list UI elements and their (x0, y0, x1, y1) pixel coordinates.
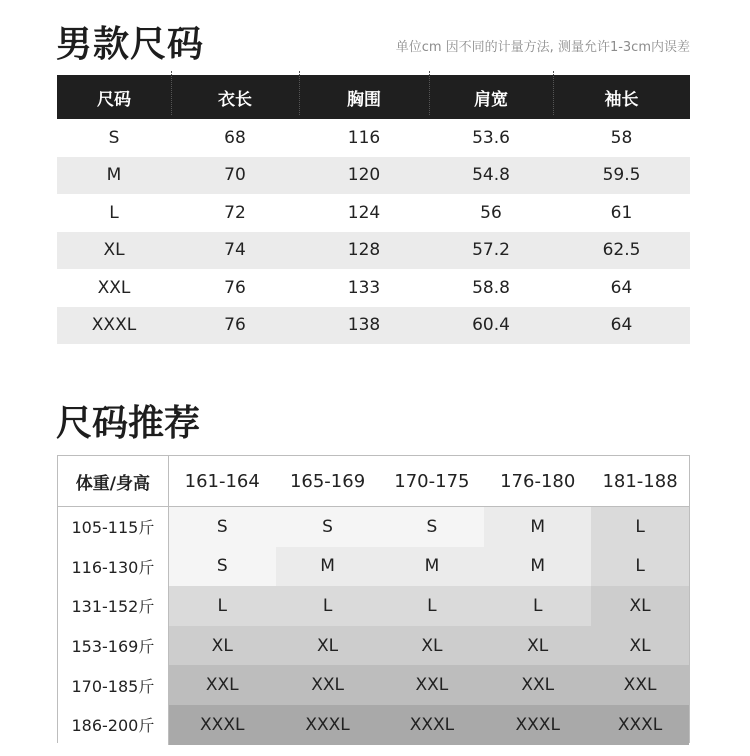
table-row (58, 586, 689, 626)
size-recommendation: M (379, 547, 484, 587)
size-recommendation: XXL (169, 665, 276, 705)
size-recommendation: M (484, 547, 591, 587)
shoulder-cell: 57.2 (472, 240, 510, 261)
size-recommendation: M (484, 507, 591, 547)
table-row (58, 626, 689, 666)
table-row (57, 269, 690, 307)
weight-label: 186-200斤 (58, 705, 169, 745)
height-header: 170-175 (394, 470, 470, 492)
size-recommendation: L (276, 586, 380, 626)
length-cell: 70 (224, 165, 246, 186)
weight-label: 170-185斤 (58, 665, 169, 705)
size-recommendation: XL (276, 626, 380, 666)
size-recommendation: S (169, 507, 276, 547)
shoulder-cell: 60.4 (472, 315, 510, 336)
size-recommendation: S (379, 507, 484, 547)
table-row (57, 119, 690, 157)
size-table (57, 75, 690, 344)
chest-cell: 138 (347, 315, 381, 336)
length-cell: 72 (224, 202, 246, 223)
chest-cell: 124 (347, 202, 381, 223)
table-row (57, 232, 690, 270)
length-cell: 68 (224, 127, 246, 148)
size-recommendation: S (276, 507, 380, 547)
size-recommendation: XXXL (276, 705, 380, 745)
chest-cell: 116 (347, 127, 381, 148)
size-cell: L (109, 202, 119, 223)
table-row (58, 547, 689, 587)
length-cell: 74 (224, 240, 246, 261)
shoulder-cell: 58.8 (472, 277, 510, 298)
chest-cell: 133 (347, 277, 381, 298)
table-row (57, 307, 690, 345)
height-header: 176-180 (500, 470, 576, 492)
size-recommendation: M (276, 547, 380, 587)
size-recommendation: XXL (276, 665, 380, 705)
size-recommendation: L (484, 586, 591, 626)
height-header: 181-188 (602, 470, 678, 492)
sleeve-cell: 64 (610, 277, 633, 298)
size-recommendation: XXL (591, 665, 689, 705)
chest-cell: 128 (347, 240, 381, 261)
size-chart-title: 男款尺码 (56, 24, 205, 65)
shoulder-cell: 56 (480, 202, 502, 223)
size-cell: XL (103, 240, 125, 261)
recommend-header (58, 456, 689, 507)
size-recommendation: L (591, 507, 689, 547)
table-row (58, 507, 689, 547)
size-recommendation: XL (484, 626, 591, 666)
header-length: 衣长 (171, 85, 299, 110)
sleeve-cell: 62.5 (602, 240, 641, 261)
recommend-title: 尺码推荐 (56, 403, 201, 444)
shoulder-cell: 54.8 (472, 165, 510, 186)
weight-label: 153-169斤 (58, 626, 169, 666)
table-row (57, 157, 690, 195)
table-row (58, 705, 689, 745)
size-recommendation: XXL (379, 665, 484, 705)
length-cell: 76 (224, 277, 246, 298)
header-size: 尺码 (97, 89, 131, 110)
header-chest: 胸围 (299, 85, 429, 110)
size-recommendation: L (591, 547, 689, 587)
sleeve-cell: 64 (610, 315, 633, 336)
length-cell: 76 (224, 315, 246, 336)
size-cell: S (108, 127, 120, 148)
shoulder-cell: 53.6 (472, 127, 510, 148)
header-sleeve: 袖长 (553, 85, 690, 110)
size-cell: XXXL (91, 315, 137, 336)
sleeve-cell: 61 (610, 202, 633, 223)
size-recommendation: XL (591, 586, 689, 626)
size-recommendation: XXXL (484, 705, 591, 745)
size-recommendation: XL (169, 626, 276, 666)
size-cell: XXL (97, 277, 131, 298)
size-recommendation: L (379, 586, 484, 626)
recommend-table (57, 455, 690, 743)
size-recommendation: XL (591, 626, 689, 666)
size-cell: M (106, 165, 122, 186)
chest-cell: 120 (347, 165, 381, 186)
height-header: 161-164 (184, 470, 260, 492)
table-row (57, 194, 690, 232)
table-row (58, 665, 689, 705)
sleeve-cell: 59.5 (602, 165, 641, 186)
weight-label: 131-152斤 (58, 586, 169, 626)
size-recommendation: L (169, 586, 276, 626)
size-recommendation: XL (379, 626, 484, 666)
height-header: 165-169 (289, 470, 366, 492)
size-recommendation: S (169, 547, 276, 587)
weight-label: 105-115斤 (58, 507, 169, 547)
size-table-header (57, 75, 690, 119)
size-recommendation: XXXL (169, 705, 276, 745)
size-recommendation: XXXL (379, 705, 484, 745)
header-shoulder: 肩宽 (429, 85, 553, 110)
size-recommendation: XXL (484, 665, 591, 705)
size-recommendation: XXXL (591, 705, 689, 745)
corner-label: 体重/身高 (58, 456, 169, 506)
weight-label: 116-130斤 (58, 547, 169, 587)
measurement-note: 单位cm 因不同的计量方法, 测量允许1-3cm内误差 (395, 40, 690, 55)
sleeve-cell: 58 (610, 127, 633, 148)
